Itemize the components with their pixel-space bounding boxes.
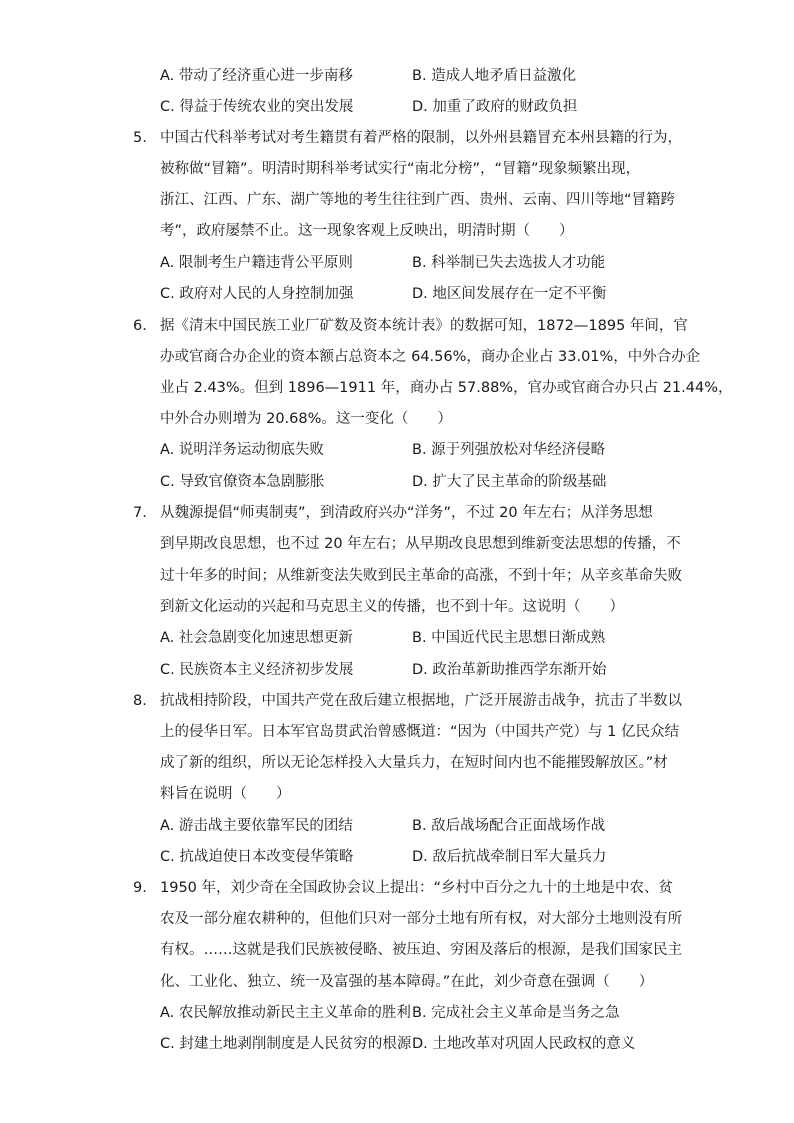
q9-stem-line: 1950 年，刘少奇在全国政协会议上提出：“乡村中百分之九十的土地是中农、贫	[160, 880, 674, 896]
q8-stem-line: 上的侵华日军。日本军官岛贯武治曾感慨道：“因为（中国共产党）与 1 亿民众结	[160, 724, 679, 740]
q9-option-b: B. 完成社会主义革命是当务之急	[412, 1005, 620, 1021]
q5-number: 5.	[133, 130, 147, 146]
q7-stem-line: 到早期改良思想，也不过 20 年左右；从早期改良思想到维新变法思想的传播，不	[160, 536, 681, 552]
q4-option-b: B. 造成人地矛盾日益激化	[412, 68, 577, 84]
q6-stem-line: 办或官商合办企业的资本额占总资本之 64.56%，商办企业占 33.01%，中外合办企	[160, 349, 701, 365]
q9-stem-line: 农及一部分雇农耕种的，但他们只对一部分土地有所有权，对大部分土地则没有所	[160, 911, 682, 927]
q7-stem-line: 到新文化运动的兴起和马克思主义的传播，也不到十年。这说明（ ）	[160, 599, 624, 615]
q6-stem-line: 业占 2.43%。但到 1896—1911 年，商办占 57.88%，官办或官商合办只占 21.44%，	[160, 380, 733, 396]
q9-stem-line: 化、工业化、独立、统一及富强的基本障碍。”在此，刘少奇意在强调（ ）	[160, 974, 654, 990]
q8-option-b: B. 敌后战场配合正面战场作战	[412, 818, 606, 834]
q7-number: 7.	[133, 505, 147, 521]
q7-option-d: D. 政治革新助推西学东渐开始	[412, 662, 607, 678]
q8-option-a: A. 游击战主要依靠军民的团结	[160, 818, 353, 834]
q8-option-d: D. 敌后抗战牵制日军大量兵力	[412, 849, 607, 865]
q9-stem-line: 有权。……这就是我们民族被侵略、被压迫、穷困及落后的根源，是我们国家民主	[160, 942, 682, 958]
q5-stem-line: 中国古代科举考试对考生籍贯有着严格的限制，以外州县籍冒充本州县籍的行为，	[160, 130, 682, 146]
q5-stem-line: 浙江、江西、广东、湖广等地的考生往往到广西、贵州、云南、四川等地“冒籍跨	[160, 192, 676, 208]
q4-option-d: D. 加重了政府的财政负担	[412, 99, 578, 115]
q6-option-a: A. 说明洋务运动彻底失败	[160, 442, 324, 458]
q5-option-a: A. 限制考生户籍违背公平原则	[160, 255, 353, 271]
q7-option-a: A. 社会急剧变化加速思想更新	[160, 630, 353, 646]
q4-option-c: C. 得益于传统农业的突出发展	[160, 99, 354, 115]
q9-number: 9.	[133, 880, 147, 896]
q5-option-d: D. 地区间发展存在一定不平衡	[412, 286, 607, 302]
q9-option-c: C. 封建土地剥削制度是人民贫穷的根源	[160, 1036, 412, 1052]
q8-stem-line: 抗战相持阶段，中国共产党在敌后建立根据地，广泛开展游击战争，抗击了半数以	[160, 693, 682, 709]
q7-stem-line: 从魏源提倡“师夷制夷”，到清政府兴办“洋务”，不过 20 年左右；从洋务思想	[160, 505, 653, 521]
q8-stem-line: 料旨在说明（ ）	[160, 786, 291, 802]
q5-option-c: C. 政府对人民的人身控制加强	[160, 286, 354, 302]
q6-stem-line: 中外合办则增为 20.68%。这一变化（ ）	[160, 411, 452, 427]
q5-stem-line: 被称做“冒籍”。明清时期科举考试实行“南北分榜”，“冒籍”现象频繁出现，	[160, 161, 641, 177]
q6-option-b: B. 源于列强放松对华经济侵略	[412, 442, 606, 458]
q9-option-a: A. 农民解放推动新民主主义革命的胜利	[160, 1005, 411, 1021]
q6-option-d: D. 扩大了民主革命的阶级基础	[412, 474, 607, 490]
q9-option-d: D. 土地改革对巩固人民政权的意义	[412, 1036, 636, 1052]
q4-option-a: A. 带动了经济重心进一步南移	[160, 68, 353, 84]
q8-number: 8.	[133, 693, 147, 709]
q6-stem-line: 据《清末中国民族工业厂矿数及资本统计表》的数据可知，1872—1895 年间，官	[160, 318, 688, 334]
q5-stem-line: 考”，政府屡禁不止。这一现象客观上反映出，明清时期（ ）	[160, 223, 574, 239]
q8-option-c: C. 抗战迫使日本改变侵华策略	[160, 849, 354, 865]
q7-stem-line: 过十年多的时间；从维新变法失败到民主革命的高涨，不到十年；从辛亥革命失败	[160, 568, 682, 584]
q6-option-c: C. 导致官僚资本急剧膨胀	[160, 474, 325, 490]
q7-option-b: B. 中国近代民主思想日渐成熟	[412, 630, 606, 646]
q6-number: 6.	[133, 318, 147, 334]
q8-stem-line: 成了新的组织，所以无论怎样投入大量兵力，在短时间内也不能摧毁解放区。”材	[160, 755, 668, 771]
q7-option-c: C. 民族资本主义经济初步发展	[160, 662, 354, 678]
q5-option-b: B. 科举制已失去选拔人才功能	[412, 255, 606, 271]
